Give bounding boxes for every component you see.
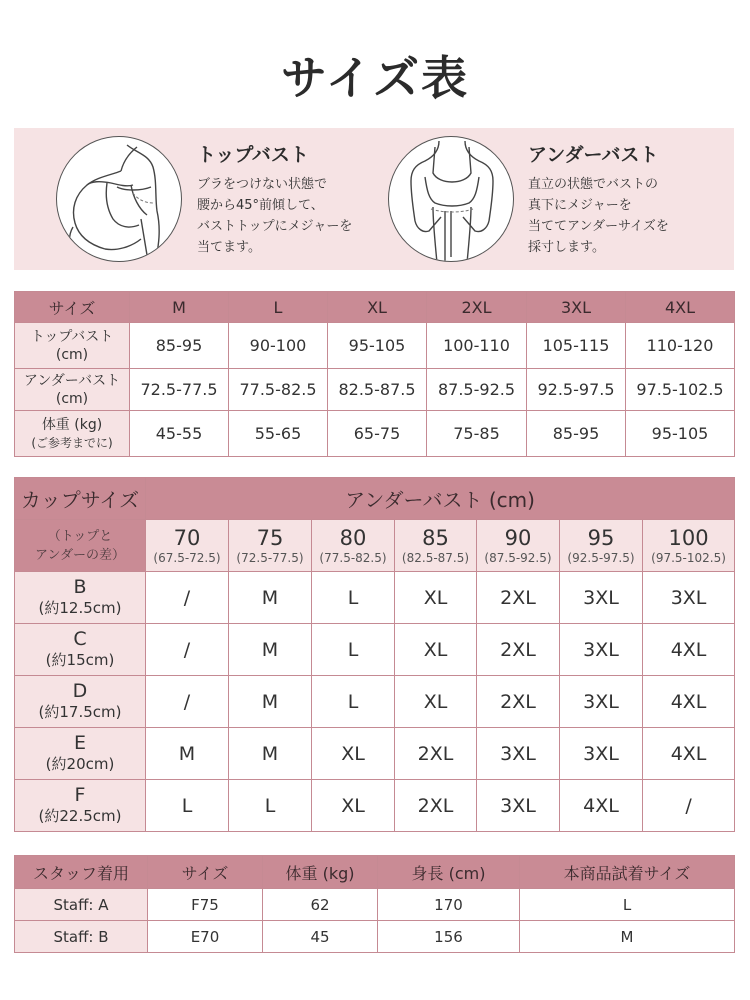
table-cell: 45-55: [130, 411, 229, 457]
cup-row-label: [15, 780, 146, 832]
cup-difference: (約15cm): [45, 650, 115, 669]
table-cell: 3XL: [477, 780, 560, 832]
table-cell: F75: [148, 889, 263, 921]
header-cell: 4XL: [626, 292, 735, 323]
row-label-sub: (cm): [55, 390, 89, 407]
cup-letter: E: [73, 731, 86, 754]
header-cell: スタッフ着用: [15, 856, 148, 889]
row-label: [15, 369, 130, 411]
table-cell: 4XL: [643, 676, 735, 728]
table-cell: /: [146, 572, 229, 624]
column-size: 85: [422, 525, 449, 550]
header-cell: M: [130, 292, 229, 323]
size-table: [14, 291, 735, 457]
cup-table-subheader-row: [15, 520, 735, 572]
cup-row-label: [15, 676, 146, 728]
column-size: 75: [256, 525, 284, 550]
staff-name: Staff: A: [15, 889, 148, 921]
top-bust-line: 腰から45°前傾して、: [197, 198, 324, 213]
table-row: [15, 889, 735, 921]
table-cell: 4XL: [560, 780, 643, 832]
table-cell: 3XL: [560, 728, 643, 780]
column-size: 95: [587, 525, 615, 550]
top-bust-figure-icon: [57, 137, 182, 262]
table-cell: 75-85: [427, 411, 527, 457]
column-size: 90: [504, 525, 532, 550]
column-header: [477, 520, 560, 572]
table-cell: M: [229, 676, 312, 728]
cup-letter: F: [74, 783, 86, 806]
table-cell: 3XL: [643, 572, 735, 624]
table-cell: 3XL: [477, 728, 560, 780]
cup-letter: B: [73, 575, 87, 598]
table-cell: 97.5-102.5: [626, 369, 735, 411]
column-header: [312, 520, 395, 572]
table-row: [15, 572, 735, 624]
table-cell: XL: [312, 728, 395, 780]
table-cell: 110-120: [626, 323, 735, 369]
table-cell: 87.5-92.5: [427, 369, 527, 411]
cup-table-header-row: [15, 478, 735, 520]
table-row: [15, 323, 735, 369]
table-row: [15, 676, 735, 728]
table-cell: 2XL: [477, 624, 560, 676]
table-cell: 62: [263, 889, 378, 921]
under-bust-illustration: [388, 136, 514, 262]
cup-size-subtitle: [15, 520, 146, 572]
top-bust-line: ブラをつけない状態で: [197, 177, 328, 192]
cup-difference: (約17.5cm): [38, 702, 122, 721]
size-table-header-row: [15, 292, 735, 323]
table-cell: 2XL: [477, 572, 560, 624]
table-cell: 95-105: [626, 411, 735, 457]
under-bust-header: アンダーバスト (cm): [146, 478, 735, 520]
table-cell: L: [229, 780, 312, 832]
header-cell: サイズ: [148, 856, 263, 889]
table-cell: 2XL: [477, 676, 560, 728]
header-cell: 本商品試着サイズ: [520, 856, 735, 889]
top-bust-illustration: [56, 136, 182, 262]
cup-letter: C: [73, 627, 87, 650]
column-header: [395, 520, 477, 572]
table-cell: M: [520, 921, 735, 953]
table-row: [15, 728, 735, 780]
table-cell: 72.5-77.5: [130, 369, 229, 411]
cup-difference: (約22.5cm): [38, 806, 122, 825]
column-size: 100: [668, 525, 709, 550]
column-range: (97.5-102.5): [651, 550, 726, 565]
table-cell: 3XL: [560, 572, 643, 624]
table-cell: 77.5-82.5: [229, 369, 328, 411]
under-bust-description: [528, 174, 669, 258]
header-cell: 身長 (cm): [378, 856, 520, 889]
column-header: [146, 520, 229, 572]
table-row: [15, 369, 735, 411]
table-cell: 90-100: [229, 323, 328, 369]
table-cell: L: [312, 624, 395, 676]
under-bust-line: 当ててアンダーサイズを: [528, 219, 669, 234]
cup-difference: (約12.5cm): [38, 598, 122, 617]
table-cell: 55-65: [229, 411, 328, 457]
column-size: 80: [339, 525, 367, 550]
cup-size-table: [14, 477, 735, 832]
table-cell: 85-95: [527, 411, 626, 457]
under-bust-line: 採寸します。: [528, 240, 605, 255]
table-cell: XL: [312, 780, 395, 832]
column-range: (87.5-92.5): [484, 550, 552, 565]
table-cell: 2XL: [395, 728, 477, 780]
table-cell: 85-95: [130, 323, 229, 369]
table-cell: M: [146, 728, 229, 780]
row-label: [15, 411, 130, 457]
header-cell: L: [229, 292, 328, 323]
table-row: [15, 780, 735, 832]
header-cell: 2XL: [427, 292, 527, 323]
table-cell: L: [146, 780, 229, 832]
row-label-sub: (cm): [55, 346, 89, 363]
table-cell: 4XL: [643, 728, 735, 780]
table-row: [15, 921, 735, 953]
table-cell: /: [146, 676, 229, 728]
table-cell: 92.5-97.5: [527, 369, 626, 411]
top-bust-line: 当てます。: [197, 240, 261, 255]
table-cell: 170: [378, 889, 520, 921]
table-cell: 100-110: [427, 323, 527, 369]
cup-row-label: [15, 572, 146, 624]
table-cell: /: [643, 780, 735, 832]
cup-subtitle-line: アンダーの差）: [35, 547, 125, 563]
table-cell: 45: [263, 921, 378, 953]
table-cell: 3XL: [560, 676, 643, 728]
table-cell: XL: [395, 572, 477, 624]
measurement-guide: [14, 128, 734, 270]
table-cell: L: [520, 889, 735, 921]
row-label-text: 体重 (kg): [41, 416, 103, 433]
table-cell: 156: [378, 921, 520, 953]
column-range: (82.5-87.5): [401, 550, 470, 565]
table-cell: L: [312, 572, 395, 624]
table-row: [15, 411, 735, 457]
cup-row-label: [15, 624, 146, 676]
header-cell: サイズ: [15, 292, 130, 323]
table-cell: 95-105: [328, 323, 427, 369]
under-bust-line: 直立の状態でバストの: [528, 177, 659, 192]
cup-letter: D: [72, 679, 88, 702]
page-title: サイズ表: [280, 51, 470, 105]
column-header: [229, 520, 312, 572]
column-range: (72.5-77.5): [236, 550, 304, 565]
under-bust-figure-icon: [389, 137, 514, 262]
table-cell: /: [146, 624, 229, 676]
row-label-text: トップバスト: [30, 328, 114, 345]
header-cell: 体重 (kg): [263, 856, 378, 889]
table-cell: 2XL: [395, 780, 477, 832]
table-cell: L: [312, 676, 395, 728]
under-bust-line: 真下にメジャーを: [528, 198, 632, 213]
top-bust-title: トップバスト: [197, 144, 309, 166]
column-range: (77.5-82.5): [319, 550, 387, 565]
cup-difference: (約20cm): [45, 754, 115, 773]
header-cell: 3XL: [527, 292, 626, 323]
table-cell: M: [229, 572, 312, 624]
cup-subtitle-line: （トップと: [47, 528, 113, 544]
table-cell: 65-75: [328, 411, 427, 457]
table-cell: XL: [395, 624, 477, 676]
column-size: 70: [173, 525, 201, 550]
staff-table-header-row: [15, 856, 735, 889]
row-label-sub: (ご参考までに): [31, 435, 113, 450]
table-cell: 105-115: [527, 323, 626, 369]
table-cell: M: [229, 728, 312, 780]
table-cell: 82.5-87.5: [328, 369, 427, 411]
column-header: [643, 520, 735, 572]
row-label-text: アンダーバスト: [23, 372, 121, 389]
top-bust-line: バストトップにメジャーを: [197, 219, 353, 234]
under-bust-title: アンダーバスト: [528, 144, 659, 166]
column-range: (92.5-97.5): [567, 550, 635, 565]
table-row: [15, 624, 735, 676]
staff-table: [14, 855, 735, 953]
cup-row-label: [15, 728, 146, 780]
staff-name: Staff: B: [15, 921, 148, 953]
table-cell: 4XL: [643, 624, 735, 676]
row-label: [15, 323, 130, 369]
header-cell: XL: [328, 292, 427, 323]
column-header: [560, 520, 643, 572]
top-bust-description: [197, 174, 352, 258]
table-cell: 3XL: [560, 624, 643, 676]
table-cell: XL: [395, 676, 477, 728]
column-range: (67.5-72.5): [153, 550, 221, 565]
cup-size-title: カップサイズ: [15, 478, 146, 520]
table-cell: E70: [148, 921, 263, 953]
table-cell: M: [229, 624, 312, 676]
